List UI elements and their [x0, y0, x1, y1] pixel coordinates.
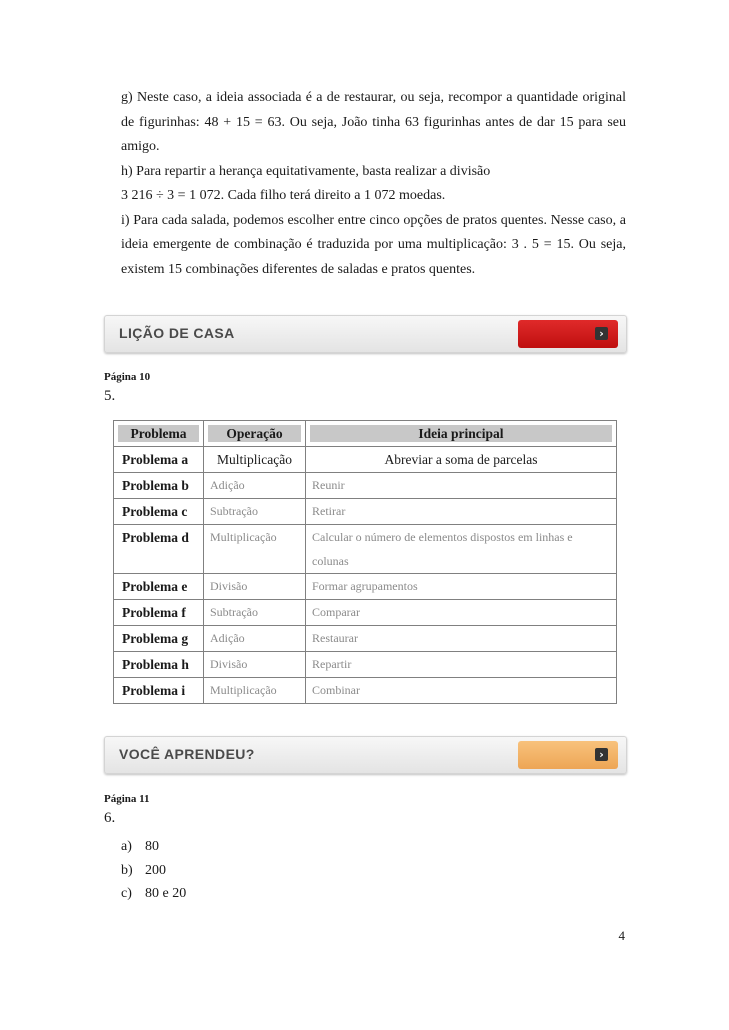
answer-h-calculation: 3 216 ÷ 3 = 1 072. Cada filho terá direito a 1 072 moedas. [121, 188, 446, 203]
row-operation-cell: Multiplicação [204, 447, 306, 473]
answer-letter: b) [121, 862, 133, 878]
list-item [121, 835, 186, 859]
row-problem-cell: Problema i [114, 678, 204, 704]
header-ideia-principal: Ideia principal [306, 421, 617, 447]
homework-banner-button[interactable] [518, 320, 618, 348]
header-operacao: Operação [204, 421, 306, 447]
operations-table [113, 420, 617, 704]
row-idea-cell: Restaurar [306, 626, 617, 652]
answer-h-paragraph: h) Para repartir a herança equitativamente, basta realizar a divisão [121, 163, 491, 179]
homework-banner-title: LIÇÃO DE CASA [119, 325, 235, 341]
homework-banner [104, 315, 627, 353]
learned-banner-title: VOCÊ APRENDEU? [119, 746, 255, 762]
learned-banner [104, 736, 627, 774]
answer-letter: c) [121, 886, 132, 901]
table-row [114, 499, 617, 525]
row-problem-cell: Problema c [114, 499, 204, 525]
page-10-label: Página 10 [104, 371, 151, 383]
table-row [114, 678, 617, 704]
row-idea-cell: Abreviar a soma de parcelas [306, 447, 617, 473]
row-idea-cell: Combinar [306, 678, 617, 704]
row-operation-cell: Divisão [204, 574, 306, 600]
row-problem-cell: Problema d [114, 525, 204, 574]
table-row [114, 473, 617, 499]
row-operation-cell: Subtração [204, 499, 306, 525]
row-idea-cell: Comparar [306, 600, 617, 626]
answer-g-paragraph: g) Neste caso, a ideia associada é a de restaurar, ou seja, recompor a quantidade original de figurinhas: 48 + 15 = 63. Ou seja, João tinha 63 figurinhas antes de dar 15 para seu amigo. [121, 90, 626, 154]
answer-i-paragraph: i) Para cada salada, podemos escolher entre cinco opções de pratos quentes. Nesse caso, a ideia emergente de combinação é traduzida por uma multiplicação: 3 . 5 = 15. Ou seja, existem 15 combinações diferentes de saladas e pratos quentes. [121, 212, 626, 277]
row-idea-cell: Formar agrupamentos [306, 574, 617, 600]
row-problem-cell: Problema e [114, 574, 204, 600]
row-idea-cell: Retirar [306, 499, 617, 525]
row-problem-cell: Problema h [114, 652, 204, 678]
row-operation-cell: Divisão [204, 652, 306, 678]
list-item [121, 859, 186, 883]
chevron-right-icon: › [595, 748, 608, 761]
answer-value: 80 e 20 [145, 886, 187, 901]
table-row [114, 525, 617, 574]
row-operation-cell: Multiplicação [204, 678, 306, 704]
answers-list [121, 835, 186, 906]
answer-text-block [121, 86, 626, 282]
row-operation-cell: Adição [204, 473, 306, 499]
row-problem-cell: Problema a [114, 447, 204, 473]
row-problem-cell: Problema b [114, 473, 204, 499]
row-idea-cell: Repartir [306, 652, 617, 678]
table-header-row [114, 421, 617, 447]
table-row [114, 574, 617, 600]
table-row [114, 626, 617, 652]
table-row [114, 652, 617, 678]
row-idea-cell: Calcular o número de elementos dispostos em linhas e colunas [306, 525, 617, 574]
row-idea-cell: Reunir [306, 473, 617, 499]
question-6-number: 6. [104, 810, 116, 826]
answer-value: 80 [145, 839, 159, 854]
row-operation-cell: Adição [204, 626, 306, 652]
table-row [114, 447, 617, 473]
header-problema: Problema [114, 421, 204, 447]
row-problem-cell: Problema g [114, 626, 204, 652]
row-problem-cell: Problema f [114, 600, 204, 626]
row-operation-cell: Subtração [204, 600, 306, 626]
list-item [121, 882, 186, 906]
learned-banner-button[interactable] [518, 741, 618, 769]
row-operation-cell: Multiplicação [204, 525, 306, 574]
page-11-label: Página 11 [104, 793, 150, 805]
answer-letter: a) [121, 839, 132, 854]
question-5-number: 5. [104, 388, 116, 404]
chevron-right-icon: › [595, 327, 608, 340]
answer-value: 200 [145, 862, 166, 878]
table-row [114, 600, 617, 626]
page-number: 4 [618, 928, 625, 943]
